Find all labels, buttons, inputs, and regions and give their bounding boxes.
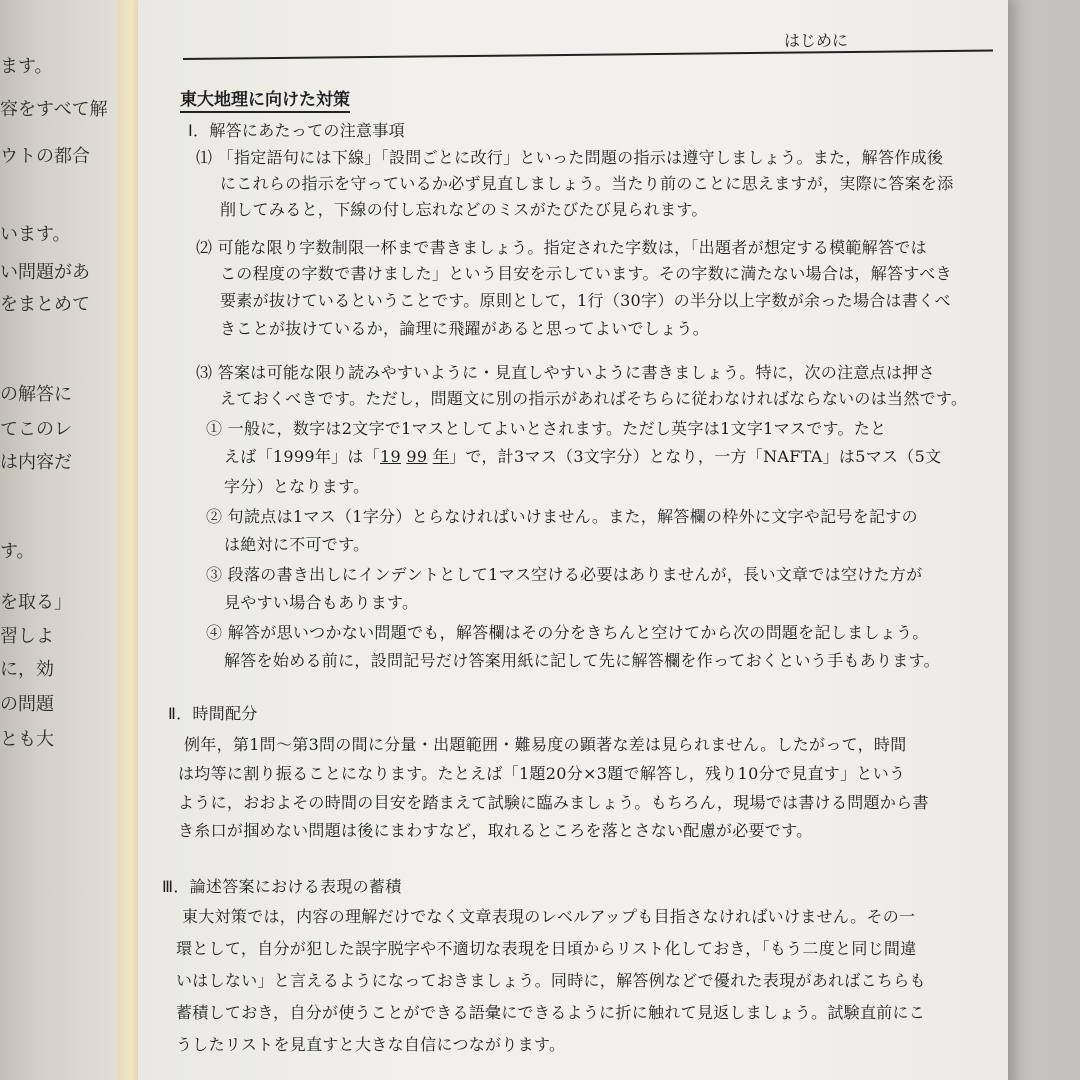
part3-line: いはしない」と言えるようになっておきましょう。同時に，解答例などで優れた表現があればこちらも bbox=[176, 971, 926, 990]
part2-line: き糸口が掴めない問題は後にまわすなど，取れるところを落とさない配慮が必要です。 bbox=[178, 821, 813, 840]
left-page-text: に，効 bbox=[0, 659, 54, 680]
left-page-text: の問題 bbox=[0, 694, 54, 715]
item3-line: えておくべきです。ただし，問題文に別の指示があればそちらに従わなければならないのは当然です。 bbox=[220, 389, 968, 408]
part3-line: 蓄積しておき，自分が使うことができる語彙にできるように折に触れて見返しましょう。試験直前にこ bbox=[176, 1003, 926, 1022]
left-page-text: い問題があ bbox=[0, 262, 90, 283]
left-page-text: ます。 bbox=[0, 56, 53, 77]
header-rule bbox=[183, 50, 993, 60]
part3-line: 東大対策では，内容の理解だけでなく文章表現のレベルアップも目指さなければいけません。その一 bbox=[182, 907, 916, 926]
left-page-text: をまとめて bbox=[0, 294, 90, 315]
item1-line: にこれらの指示を守っているか必ず見直しましょう。当たり前のことに思えますが，実際に答案を添 bbox=[220, 174, 954, 193]
part3-line: うしたリストを見直すと大きな自信につながります。 bbox=[176, 1035, 566, 1054]
section-title: 東大地理に向けた対策 bbox=[180, 85, 350, 113]
part2-heading: Ⅱ．時間配分 bbox=[168, 704, 258, 723]
left-page-text: 容をすべて解 bbox=[0, 99, 108, 120]
left-page-text: の解答に bbox=[0, 384, 72, 405]
item2-line: この程度の字数で書けました」という目安を示しています。その字数に満たない場合は，解答すべき bbox=[220, 264, 952, 283]
item2-line: きことが抜けているか，論理に飛躍があると思ってよいでしょう。 bbox=[220, 319, 710, 338]
left-page-text: を取る」 bbox=[0, 592, 72, 613]
left-page-text: ウトの都合 bbox=[0, 146, 90, 167]
left-page-text: 習しよ bbox=[0, 626, 54, 647]
part2-line: ように，おおよその時間の目安を踏まえて試験に臨みましょう。もちろん，現場では書ける問題から書 bbox=[178, 793, 929, 812]
part2-line: 例年，第1問～第3問の間に分量・出題範囲・難易度の顕著な差は見られません。したがって，時間 bbox=[184, 735, 907, 754]
left-page-text: す。 bbox=[0, 541, 35, 562]
sub-item-1-text: 」で，計3マス（3文字分）となり，一方「NAFTA」は5マス（5文 bbox=[449, 447, 942, 466]
sub-item-3: ③ 段落の書き出しにインデントとして1マス空ける必要はありませんが，長い文章では空けた方が bbox=[206, 565, 923, 584]
item3-line: ⑶ 答案は可能な限り読みやすいように・見直しやすいように書きましょう。特に，次の注意点は押さ bbox=[196, 363, 935, 382]
part3-heading: Ⅲ．論述答案における表現の蓄積 bbox=[162, 877, 402, 896]
left-page-text: は内容だ bbox=[0, 452, 72, 473]
part1-heading: Ⅰ．解答にあたっての注意事項 bbox=[188, 121, 405, 140]
left-page-text: います。 bbox=[0, 224, 71, 245]
underlined-digits: 19 bbox=[380, 447, 401, 466]
sub-item-3: 見やすい場合もあります。 bbox=[224, 593, 419, 612]
item2-line: ⑵ 可能な限り字数制限一杯まで書きましょう。指定された字数は，「出題者が想定する模範解答では bbox=[196, 238, 927, 257]
left-page-text: てこのレ bbox=[0, 419, 72, 440]
running-head: はじめに bbox=[783, 31, 848, 50]
sub-item-2: は絶対に不可です。 bbox=[224, 535, 370, 554]
sub-item-1-line2 bbox=[224, 447, 941, 467]
part3-line: 環として，自分が犯した誤字脱字や不適切な表現を日頃からリスト化しておき，「もう二度と同じ間違 bbox=[176, 939, 917, 958]
underlined-char: 年 bbox=[432, 447, 450, 466]
item2-line: 要素が抜けているということです。原則として，1行（30字）の半分以上字数が余った場合は書くべ bbox=[220, 291, 951, 310]
sub-item-1: ① 一般に，数字は2文字で1マスとしてよいとされます。ただし英字は1文字1マスです。たと bbox=[206, 419, 887, 438]
document-page bbox=[138, 0, 1008, 1080]
item1-line: ⑴ 「指定語句には下線」「設問ごとに改行」といった問題の指示は遵守しましょう。また，解答作成後 bbox=[196, 148, 944, 167]
sub-item-1-text: えば「1999年」は「 bbox=[224, 447, 381, 466]
sub-item-2: ② 句読点は1マス（1字分）とらなければいけません。また，解答欄の枠外に文字や記号を記すの bbox=[206, 507, 918, 526]
left-page-text: とも大 bbox=[0, 729, 54, 750]
item1-line: 削してみると，下線の付し忘れなどのミスがたびたび見られます。 bbox=[220, 200, 708, 219]
part2-line: は均等に割り振ることになります。たとえば「1題20分×3題で解答し，残り10分で見直す」という bbox=[178, 764, 906, 783]
sub-item-4: 解答を始める前に，設問記号だけ答案用紙に記して先に解答欄を作っておくという手もあります。 bbox=[224, 651, 940, 670]
sub-item-4: ④ 解答が思いつかない問題でも，解答欄はその分をきちんと空けてから次の問題を記しましょう。 bbox=[206, 623, 929, 642]
sub-item-1-line3: 字分）となります。 bbox=[224, 477, 370, 496]
left-page bbox=[0, 0, 132, 1080]
underlined-digits: 99 bbox=[406, 447, 428, 466]
